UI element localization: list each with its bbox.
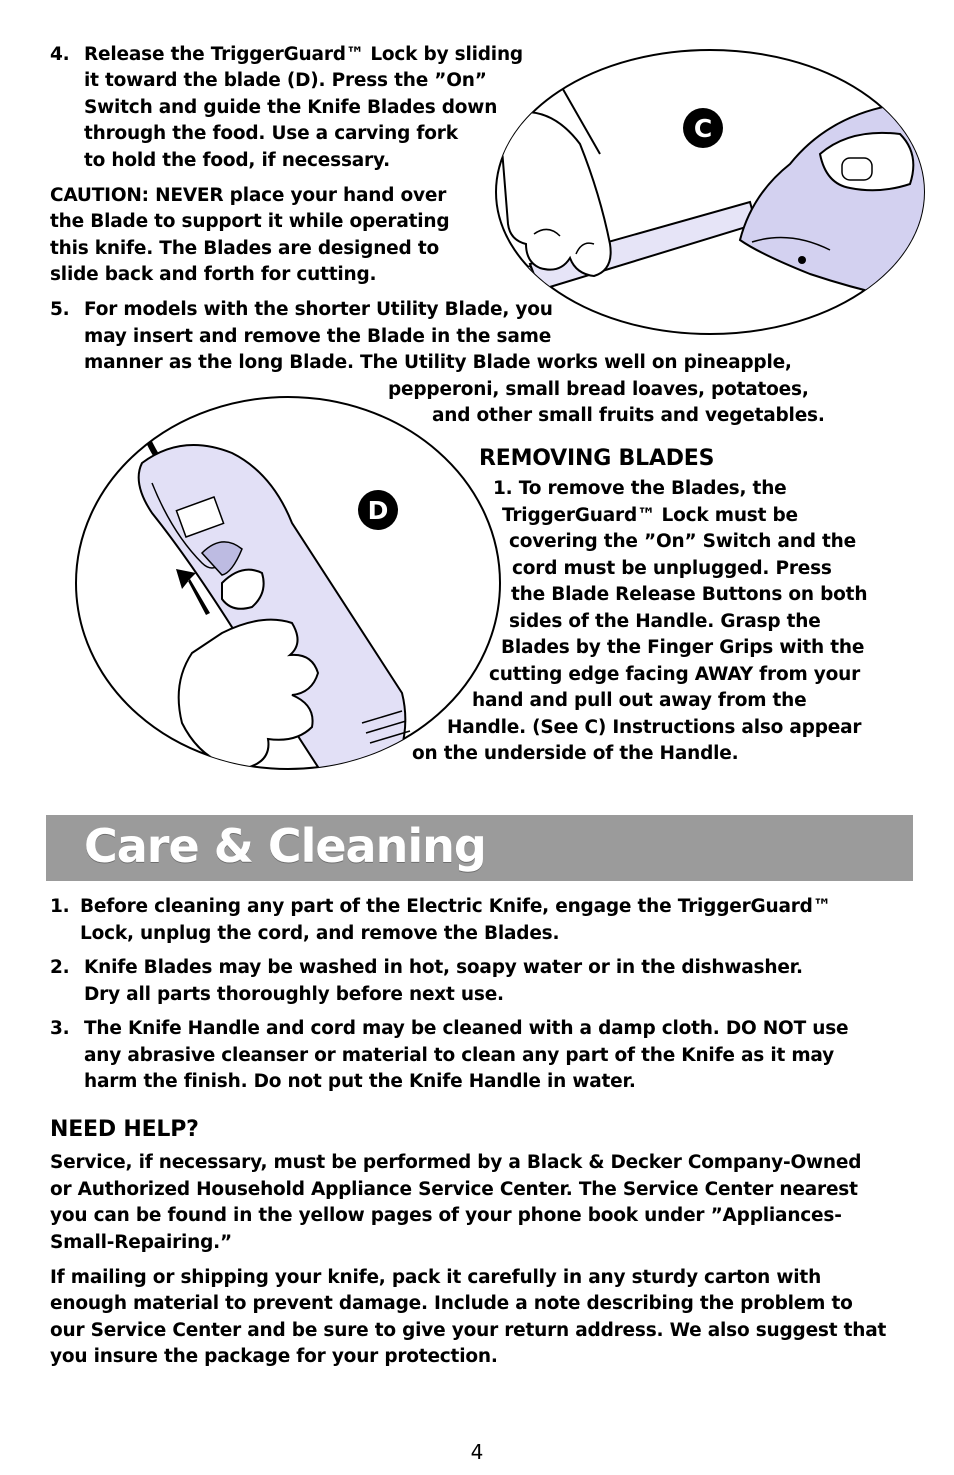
care-item-line: Before cleaning any part of the Electric Knife, engage the TriggerGuard™: [80, 896, 832, 917]
care-cleaning-banner: [46, 815, 913, 881]
step-5-line: pepperoni, small bread loaves, potatoes,: [388, 379, 809, 400]
care-item-line: Dry all parts thoroughly before next use.: [84, 984, 504, 1005]
step-4-number: 4.: [50, 44, 70, 65]
help-para2-line: enough material to prevent damage. Include a note describing the problem to: [50, 1293, 853, 1314]
step-4-line: to hold the food, if necessary.: [84, 150, 390, 171]
care-item-number: 2.: [50, 957, 70, 978]
removing-line: sides of the Handle. Grasp the: [509, 611, 821, 632]
illustration-d: [72, 393, 504, 773]
help-para2-line: If mailing or shipping your knife, pack it carefully in any sturdy carton with: [50, 1267, 822, 1288]
help-para2-line: our Service Center and be sure to give your return address. We also suggest that: [50, 1320, 887, 1341]
caution-line: slide back and forth for cutting.: [50, 264, 377, 285]
removing-line: on the underside of the Handle.: [412, 743, 739, 764]
removing-line: cutting edge facing AWAY from your: [489, 664, 861, 685]
care-item-line: Lock, unplug the cord, and remove the Blades.: [80, 923, 560, 944]
help-para1-line: or Authorized Household Appliance Service Center. The Service Center nearest: [50, 1179, 858, 1200]
step-5-line: manner as the long Blade. The Utility Blade works well on pineapple,: [84, 352, 792, 373]
need-help-heading: NEED HELP?: [50, 1117, 199, 1142]
caution-line: this knife. The Blades are designed to: [50, 238, 439, 259]
step-4-line: through the food. Use a carving fork: [84, 123, 458, 144]
removing-line: Handle. (See C) Instructions also appear: [447, 717, 862, 738]
step-5-line: and other small fruits and vegetables.: [432, 405, 825, 426]
figure-d-label: D: [367, 496, 389, 525]
help-para1-line: Small-Repairing.”: [50, 1232, 232, 1253]
step-4-line: Switch and guide the Knife Blades down: [84, 97, 498, 118]
care-cleaning-title: Care & Cleaning: [84, 819, 486, 873]
removing-line: 1. To remove the Blades, the: [493, 478, 787, 499]
step-5-line: For models with the shorter Utility Blade, you: [84, 299, 553, 320]
step-5-line: may insert and remove the Blade in the same: [84, 326, 552, 347]
step-5-number: 5.: [50, 299, 70, 320]
step-4-line: it toward the blade (D). Press the ”On”: [84, 70, 487, 91]
caution-line: the Blade to support it while operating: [50, 211, 450, 232]
removing-line: covering the ”On” Switch and the: [509, 531, 856, 552]
help-para1-line: you can be found in the yellow pages of your phone book under ”Appliances-: [50, 1205, 842, 1226]
removing-line: the Blade Release Buttons on both: [511, 584, 868, 605]
caution-line: CAUTION: NEVER place your hand over: [50, 185, 447, 206]
care-item-line: Knife Blades may be washed in hot, soapy water or in the dishwasher.: [84, 957, 803, 978]
care-item-number: 3.: [50, 1018, 70, 1039]
care-item-line: harm the finish. Do not put the Knife Handle in water.: [84, 1071, 636, 1092]
step-4-line: Release the TriggerGuard™ Lock by sliding: [84, 44, 523, 65]
removing-blades-heading: REMOVING BLADES: [479, 446, 715, 471]
removing-line: cord must be unplugged. Press: [512, 558, 832, 579]
care-item-line: The Knife Handle and cord may be cleaned with a damp cloth. DO NOT use: [84, 1018, 849, 1039]
removing-line: hand and pull out away from the: [472, 690, 807, 711]
figure-c-label: C: [693, 114, 713, 143]
removing-line: Blades by the Finger Grips with the: [501, 637, 865, 658]
removing-line: TriggerGuard™ Lock must be: [502, 505, 798, 526]
care-item-number: 1.: [50, 896, 70, 917]
help-para1-line: Service, if necessary, must be performed by a Black & Decker Company-Owned: [50, 1152, 862, 1173]
illustration-c: [490, 44, 930, 344]
page-number: 4: [470, 1440, 484, 1464]
care-item-line: any abrasive cleanser or material to clean any part of the Knife as it may: [84, 1045, 835, 1066]
help-para2-line: you insure the package for your protection.: [50, 1346, 498, 1367]
